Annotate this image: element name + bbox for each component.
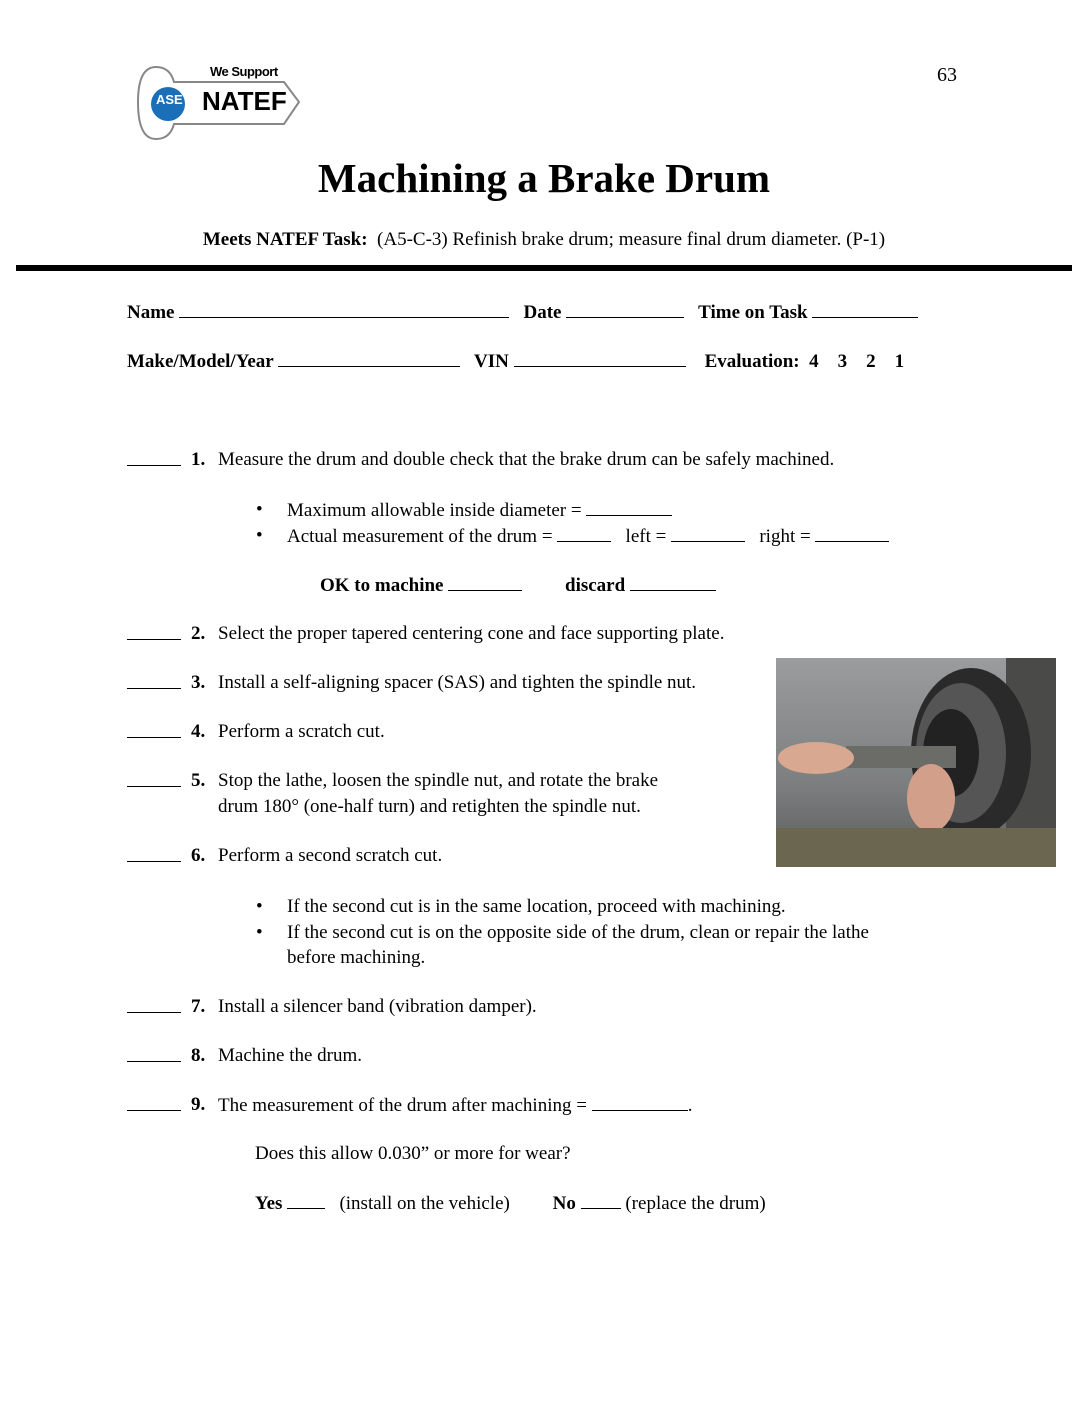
step-text: Machine the drum. [218,1045,363,1066]
bullet-text: Maximum allowable inside diameter = [287,500,582,521]
step-checkbox-blank[interactable] [127,1094,181,1111]
logo-badge-text: ASE [156,92,183,107]
bullet-opposite-side [256,922,869,944]
step-number: 8. [191,1045,206,1066]
fields-row-1 [127,301,918,324]
page-title: Machining a Brake Drum [317,155,771,201]
step-text-end: . [687,1095,693,1116]
discard-field[interactable] [630,574,716,591]
vin-label: VIN [474,351,509,372]
step-text: Stop the lathe, loosen the spindle nut, and rotate the brake [218,770,659,791]
step-checkbox-blank[interactable] [127,996,181,1013]
step-1-result [320,574,716,597]
bullet-text: If the second cut is in the same location, proceed with machining. [287,896,786,917]
step-text: Install a self-aligning spacer (SAS) and tighten the spindle nut. [218,672,697,693]
vin-field[interactable] [514,350,686,367]
step-9 [127,1094,693,1117]
task-label: Meets NATEF Task: [202,229,368,250]
make-model-year-field[interactable] [278,350,460,367]
bullet-actual-measurement [256,525,889,548]
bullet-same-location [256,896,786,918]
step-text: Select the proper tapered centering cone and face supporting plate. [218,623,725,644]
step-3 [127,672,697,695]
logo-top-text: We Support [210,64,278,79]
step-checkbox-blank[interactable] [127,721,181,738]
step-number: 3. [191,672,206,693]
step-text: The measurement of the drum after machining = [218,1095,592,1116]
right-label: right = [759,526,811,547]
evaluation-score-1[interactable]: 1 [894,351,905,372]
bullet-max-diameter [256,499,672,522]
evaluation-score-3[interactable]: 3 [837,351,848,372]
left-label: left = [625,526,667,547]
wear-question: Does this allow 0.030” or more for wear? [255,1143,571,1164]
step-text: Perform a second scratch cut. [218,845,443,866]
step-text: Perform a scratch cut. [218,721,385,742]
evaluation-score-4[interactable]: 4 [809,351,819,372]
actual-measurement-field[interactable] [557,525,611,542]
make-model-year-label: Make/Model/Year [127,351,274,372]
fields-row-2 [127,350,904,373]
wear-answer-row [255,1192,766,1215]
max-diameter-field[interactable] [586,499,672,516]
page-number: 63 [937,64,957,86]
ok-to-machine-label: OK to machine [320,575,444,596]
step-4 [127,721,385,744]
name-label: Name [127,302,175,323]
yes-label: Yes [255,1193,283,1214]
step-6 [127,845,443,868]
evaluation-score-2[interactable]: 2 [866,351,876,372]
step-number: 4. [191,721,206,742]
step-text: Install a silencer band (vibration damper). [218,996,537,1017]
time-on-task-field[interactable] [812,301,918,318]
yes-field[interactable] [287,1192,325,1209]
brake-lathe-photo [776,658,1056,867]
step-5 [127,770,659,817]
header-divider [16,265,1072,271]
evaluation-label: Evaluation: [704,351,800,372]
step-number: 5. [191,770,206,791]
step-checkbox-blank[interactable] [127,770,181,787]
step-1 [127,449,835,472]
bullet-text: Actual measurement of the drum = [287,526,553,547]
right-field[interactable] [815,525,889,542]
no-field[interactable] [581,1192,621,1209]
step-number: 1. [191,449,206,470]
step-number: 2. [191,623,206,644]
step-number: 9. [191,1094,206,1115]
left-field[interactable] [671,525,745,542]
step-checkbox-blank[interactable] [127,845,181,862]
no-note: (replace the drum) [625,1193,766,1214]
step-checkbox-blank[interactable] [127,1045,181,1062]
date-label: Date [523,302,562,323]
step-checkbox-blank[interactable] [127,449,181,466]
step-checkbox-blank[interactable] [127,623,181,640]
natef-logo [134,62,302,144]
name-field[interactable] [179,301,509,318]
natef-task [0,229,1088,251]
final-measurement-field[interactable] [592,1094,688,1111]
no-label: No [552,1193,576,1214]
step-7 [127,996,537,1019]
step-2 [127,623,725,646]
step-number: 6. [191,845,206,866]
bullet-opposite-side-continued: before machining. [287,947,426,968]
step-8 [127,1045,363,1068]
yes-note: (install on the vehicle) [339,1193,510,1214]
logo-main-text: NATEF [202,86,287,116]
bullet-text: If the second cut is on the opposite side of the drum, clean or repair the lathe [287,922,869,943]
time-on-task-label: Time on Task [698,302,808,323]
step-text-continued: drum 180° (one-half turn) and retighten the spindle nut. [218,796,641,817]
step-checkbox-blank[interactable] [127,672,181,689]
discard-label: discard [565,575,626,596]
step-number: 7. [191,996,206,1017]
ok-to-machine-field[interactable] [448,574,522,591]
step-text: Measure the drum and double check that the brake drum can be safely machined. [218,449,835,470]
date-field[interactable] [566,301,684,318]
task-text: (A5-C-3) Refinish brake drum; measure final drum diameter. (P-1) [377,229,886,250]
